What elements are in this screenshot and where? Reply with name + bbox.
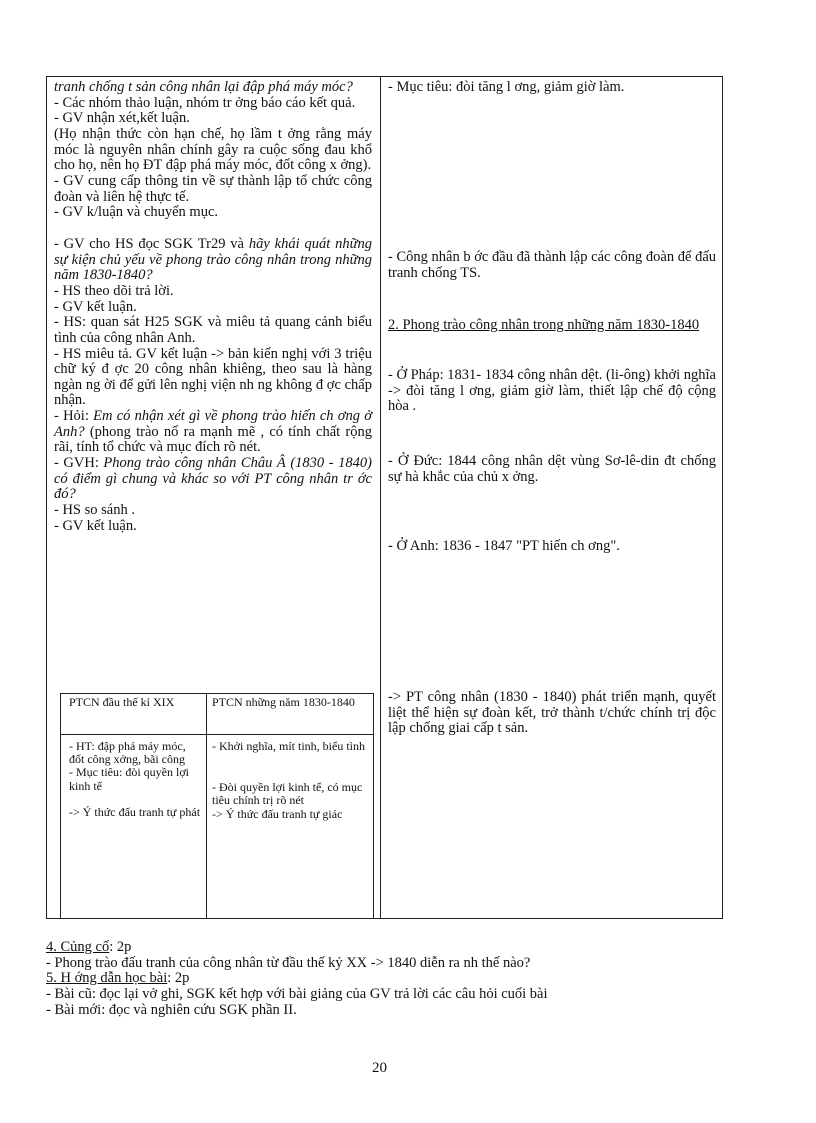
left-text-13: [54, 456, 372, 503]
section-4-time: : 2p: [109, 939, 132, 955]
section-4-title: 4. Củng cố: [46, 939, 110, 955]
left-text-7a: - GV cho HS đọc SGK Tr29 và: [54, 235, 249, 252]
left-text-8: - HS theo dõi trả lời.: [54, 282, 174, 299]
left-text-3: - GV nhận xét,kết luận.: [54, 110, 190, 127]
left-text-11: - HS miêu tả. GV kết luận -> bản kiến nghị với 3 triệu chữ ký đ ợc 20 công nhân khiêng, theo sau là hàng ngàn ng ời để gửi lên nghị viện nh ng không đ ợc chấp nhận.: [54, 345, 372, 409]
left-text-7: [54, 237, 372, 284]
comparison-col1-b: - Mục tiêu: đòi quyền lợi kinh tế: [69, 765, 189, 793]
right-text-1: - Mục tiêu: đòi tăng l ơng, giảm giờ làm.: [388, 79, 625, 95]
comparison-col1: [69, 740, 201, 819]
left-text-12: [54, 409, 372, 456]
left-text-2: - Các nhóm thảo luận, nhóm tr ởng báo cáo kết quả.: [54, 94, 356, 111]
right-heading-2: 2. Phong trào công nhân trong những năm 1830-1840: [388, 317, 700, 333]
left-text-14: - HS so sánh .: [54, 502, 135, 519]
section-5-time: : 2p: [167, 970, 190, 987]
left-text-13b: Phong trào công nhân Châu Â (1830 - 1840) có điểm gì chung và khác so với PT công nhân tr ớc đó?: [54, 455, 372, 503]
left-text-7b: hãy khái quát những sự kiện chủ yếu về phong trào công nhân trong những năm 1830-1840?: [54, 235, 372, 284]
left-text-9: - GV kết luận.: [54, 298, 137, 315]
left-text-12c: (phong trào nổ ra mạnh mẽ , có tính chất rộng rãi, tính tổ chức và mục đích rõ nét.: [54, 423, 372, 456]
left-text-5: - GV cung cấp thông tin về sự thành lập tổ chức công đoàn và liên hệ thực tế.: [54, 172, 372, 205]
left-text-10: - HS: quan sát H25 SGK và miêu tả quang cảnh biểu tình của công nhân Anh.: [54, 314, 372, 346]
section-5-item-2: - Bài mới: đọc và nghiên cứu SGK phần II.: [46, 1001, 297, 1018]
page-number: 20: [372, 1060, 387, 1076]
right-text-6: - Ở Anh: 1836 - 1847 "PT hiến ch ơng".: [388, 538, 620, 554]
comparison-col1-c: -> Ý thức đấu tranh tự phát: [69, 804, 201, 819]
left-text-12b: Em có nhận xét gì về phong trào hiến ch ơng ở Anh?: [54, 408, 373, 440]
left-text-12a: - Hỏi:: [54, 408, 94, 425]
comparison-header-2: PTCN những năm 1830-1840: [212, 695, 355, 709]
teacher-activities-column: [54, 80, 372, 534]
section-4-question: - Phong trào đấu tranh của công nhân từ đầu thế kỷ XX -> 1840 diễn ra nh thế nào?: [46, 954, 531, 971]
left-text-13a: - GVH:: [54, 455, 104, 472]
right-text-7: -> PT công nhân (1830 - 1840) phát triển mạnh, quyết liệt thể hiện sự đoàn kết, trở thành t/chức chính trị độc lập chống giai cấp t sản.: [388, 689, 716, 737]
comparison-col2-a: - Khởi nghĩa, mít tinh, biểu tình: [212, 739, 365, 753]
column-divider: [380, 76, 381, 919]
left-text-4: (Họ nhận thức còn hạn chế, họ lầm t ởng rằng máy móc là nguyên nhân chính gây ra cuộc sống đau khổ cho họ, nên họ ĐT đập phá máy móc, đốt công x ởng).: [54, 125, 372, 174]
left-text-15: - GV kết luận.: [54, 517, 137, 534]
section-5-item-1: - Bài cũ: đọc lại vở ghi, SGK kết hợp với bài giảng của GV trả lời các câu hỏi cuối bài: [46, 985, 548, 1002]
comparison-table-vline: [206, 694, 207, 918]
section-4-heading: [46, 940, 736, 956]
comparison-col2-b: - Đòi quyền lợi kinh tế, có mục tiêu chính trị rõ nét: [212, 780, 363, 808]
comparison-col2-c: -> Ý thức đấu tranh tự giác: [212, 806, 343, 821]
right-text-2: - Công nhân b ớc đầu đã thành lập các công đoàn để đấu tranh chống TS.: [388, 249, 716, 281]
right-text-4: - Ở Pháp: 1831- 1834 công nhân dệt. (li-ông) khởi nghĩa -> đòi tăng l ơng, giảm giờ làm, thiết lập chế độ cộng hòa .: [388, 367, 716, 415]
left-text-6: - GV k/luận và chuyển mục.: [54, 204, 219, 221]
section-5-heading: [46, 971, 736, 987]
left-text-1: tranh chống t sản công nhân lại đập phá máy móc?: [54, 79, 353, 95]
consolidation-section: [46, 940, 736, 1018]
comparison-col2: [212, 740, 367, 821]
section-5-title: 5. H ớng dẫn học bài: [46, 970, 168, 987]
comparison-table: [60, 693, 374, 919]
comparison-table-hline: [61, 734, 373, 735]
right-text-5: - Ở Đức: 1844 công nhân dệt vùng Sơ-lê-din đt chống sự hà khắc của chủ x ởng.: [388, 453, 716, 485]
comparison-col1-a: - HT: đập phá máy móc, đốt công xởng, bãi công: [69, 739, 186, 767]
comparison-header-1: PTCN đầu thế kỉ XIX: [69, 695, 175, 709]
